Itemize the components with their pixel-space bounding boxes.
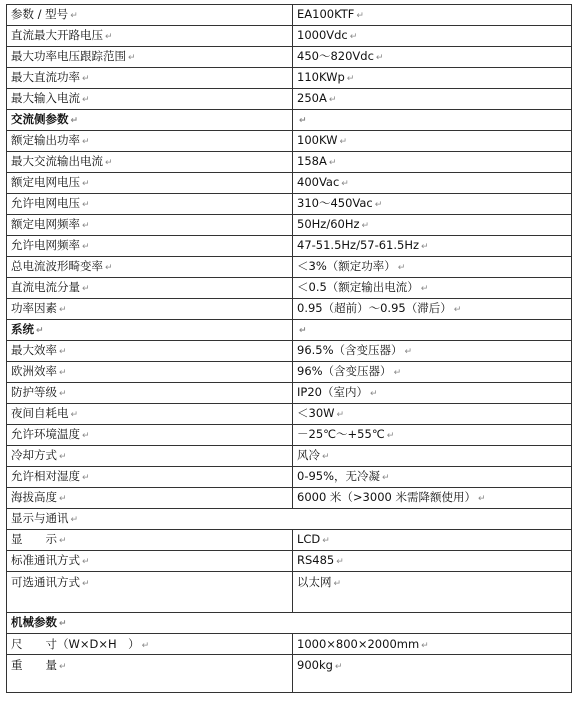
param-label: 系统	[11, 321, 34, 336]
param-label-cell	[7, 634, 293, 655]
param-value-cell	[293, 634, 572, 655]
param-label-cell	[7, 257, 293, 278]
param-label: 最大交流输出电流	[11, 153, 103, 168]
paragraph-mark-icon: ↵	[59, 618, 67, 629]
spec-row	[7, 509, 572, 530]
param-value-cell	[293, 341, 572, 362]
param-value: 96%（含变压器）	[297, 363, 392, 378]
param-label: 允许电网电压	[11, 195, 80, 210]
param-value: 0.95（超前）～0.95（滞后）	[297, 300, 452, 315]
param-value: 450～820Vdc	[297, 48, 374, 63]
spec-table	[6, 4, 572, 693]
paragraph-mark-icon: ↵	[105, 262, 113, 273]
param-label: 允许环境温度	[11, 426, 80, 441]
param-value: 1000×800×2000mm	[297, 637, 420, 651]
param-label: 夜间自耗电	[11, 405, 69, 420]
param-value-cell	[293, 5, 572, 26]
spec-row	[7, 299, 572, 320]
param-value-cell	[293, 446, 572, 467]
param-value: RS485	[297, 552, 335, 567]
paragraph-mark-icon: ↵	[375, 52, 384, 63]
param-label-cell	[7, 613, 572, 634]
paragraph-mark-icon: ↵	[333, 579, 342, 589]
param-value: 110KWp	[297, 69, 345, 84]
param-label-cell	[7, 467, 293, 488]
paragraph-mark-icon: ↵	[70, 409, 79, 420]
spec-row	[7, 530, 572, 551]
paragraph-mark-icon: ↵	[421, 641, 429, 651]
paragraph-mark-icon: ↵	[105, 157, 113, 168]
param-value: 158A	[297, 153, 327, 168]
param-value-cell	[293, 215, 572, 236]
param-label-cell	[7, 425, 293, 446]
paragraph-mark-icon: ↵	[59, 662, 67, 672]
param-label-cell	[7, 299, 293, 320]
param-label-cell	[7, 131, 293, 152]
param-value: 6000 米（>3000 米需降额使用）	[297, 489, 476, 504]
param-value-cell	[293, 572, 572, 613]
param-value-cell	[293, 194, 572, 215]
param-label: 最大直流功率	[11, 69, 80, 84]
param-label-cell	[7, 320, 293, 341]
param-label: 允许电网频率	[11, 237, 80, 252]
paragraph-mark-icon: ↵	[36, 325, 44, 336]
param-label-cell	[7, 89, 293, 110]
spec-row	[7, 488, 572, 509]
spec-row	[7, 215, 572, 236]
param-label: 额定输出功率	[11, 132, 80, 147]
paragraph-mark-icon: ↵	[59, 346, 67, 357]
spec-row	[7, 278, 572, 299]
paragraph-mark-icon: ↵	[105, 31, 113, 42]
param-value: 250A	[297, 90, 327, 105]
paragraph-mark-icon: ↵	[70, 10, 78, 21]
param-label-cell	[7, 446, 293, 467]
param-label: 最大输入电流	[11, 90, 80, 105]
param-value: LCD	[297, 531, 321, 546]
param-value-cell	[293, 173, 572, 194]
param-label-cell	[7, 278, 293, 299]
param-value: 900kg	[297, 658, 333, 672]
param-label: 海拔高度	[11, 489, 57, 504]
param-label: 机械参数	[11, 614, 57, 629]
param-label: 交流侧参数	[11, 111, 69, 126]
spec-row	[7, 404, 572, 425]
param-value: ＜3%（额定功率）	[297, 258, 396, 273]
paragraph-mark-icon: ↵	[82, 472, 90, 483]
paragraph-mark-icon: ↵	[299, 325, 307, 336]
paragraph-mark-icon: ↵	[349, 31, 358, 42]
param-value: EA100KTF	[297, 6, 355, 21]
paragraph-mark-icon: ↵	[322, 535, 330, 546]
param-value-cell	[293, 278, 572, 299]
param-label: 防护等级	[11, 384, 57, 399]
paragraph-mark-icon: ↵	[59, 304, 67, 315]
paragraph-mark-icon: ↵	[59, 493, 67, 504]
param-label-cell	[7, 362, 293, 383]
param-value: －25℃～+55℃	[297, 426, 385, 441]
spec-row	[7, 47, 572, 68]
paragraph-mark-icon: ↵	[322, 451, 330, 462]
param-label-cell	[7, 110, 293, 131]
spec-row	[7, 425, 572, 446]
spec-row	[7, 383, 572, 404]
spec-row	[7, 5, 572, 26]
param-value-cell	[293, 320, 572, 341]
param-label: 显 示	[11, 531, 57, 546]
param-label-cell	[7, 173, 293, 194]
param-label: 允许相对湿度	[11, 468, 80, 483]
param-value: 310～450Vac	[297, 195, 373, 210]
param-label-cell	[7, 68, 293, 89]
param-value-cell	[293, 530, 572, 551]
param-value: 100KW	[297, 132, 338, 147]
spec-row	[7, 26, 572, 47]
paragraph-mark-icon: ↵	[59, 535, 67, 546]
paragraph-mark-icon: ↵	[82, 430, 90, 441]
spec-row	[7, 194, 572, 215]
paragraph-mark-icon: ↵	[397, 262, 406, 273]
param-value: 96.5%（含变压器）	[297, 342, 403, 357]
spec-row	[7, 341, 572, 362]
param-label-cell	[7, 572, 293, 613]
param-label-cell	[7, 383, 293, 404]
spec-row	[7, 89, 572, 110]
spec-row	[7, 152, 572, 173]
param-value: 风冷	[297, 447, 320, 462]
param-label: 可选通讯方式	[11, 575, 80, 589]
paragraph-mark-icon: ↵	[382, 472, 390, 483]
param-label-cell	[7, 404, 293, 425]
paragraph-mark-icon: ↵	[59, 388, 67, 399]
paragraph-mark-icon: ↵	[328, 157, 337, 168]
param-label-cell	[7, 341, 293, 362]
paragraph-mark-icon: ↵	[82, 94, 90, 105]
paragraph-mark-icon: ↵	[82, 556, 90, 567]
param-label: 最大功率电压跟踪范围	[11, 48, 126, 63]
paragraph-mark-icon: ↵	[336, 409, 345, 420]
paragraph-mark-icon: ↵	[82, 178, 90, 189]
paragraph-mark-icon: ↵	[328, 94, 337, 105]
paragraph-mark-icon: ↵	[334, 662, 343, 672]
param-label: 额定电网频率	[11, 216, 80, 231]
param-label-cell	[7, 655, 293, 693]
paragraph-mark-icon: ↵	[369, 388, 378, 399]
paragraph-mark-icon: ↵	[70, 514, 79, 525]
paragraph-mark-icon: ↵	[341, 178, 349, 189]
param-value: 以太网	[297, 575, 332, 589]
param-value-cell	[293, 110, 572, 131]
param-label-cell	[7, 5, 293, 26]
paragraph-mark-icon: ↵	[361, 220, 370, 231]
param-value: 1000Vdc	[297, 27, 348, 42]
spec-row	[7, 257, 572, 278]
param-value-cell	[293, 152, 572, 173]
paragraph-mark-icon: ↵	[59, 367, 67, 378]
paragraph-mark-icon: ↵	[453, 304, 462, 315]
spec-row	[7, 613, 572, 634]
spec-row	[7, 634, 572, 655]
param-label: 直流最大开路电压	[11, 27, 103, 42]
paragraph-mark-icon: ↵	[393, 367, 402, 378]
spec-row	[7, 446, 572, 467]
param-label-cell	[7, 47, 293, 68]
param-label: 最大效率	[11, 342, 57, 357]
spec-row	[7, 655, 572, 693]
param-label: 显示与通讯	[11, 510, 69, 525]
paragraph-mark-icon: ↵	[128, 52, 136, 63]
param-value: 47-51.5Hz/57-61.5Hz	[297, 237, 420, 252]
param-label-cell	[7, 236, 293, 257]
param-value-cell	[293, 47, 572, 68]
param-value: 400Vac	[297, 174, 340, 189]
param-label: 直流电流分量	[11, 279, 80, 294]
paragraph-mark-icon: ↵	[141, 641, 150, 651]
param-value: 0-95%，无冷凝	[297, 468, 381, 483]
paragraph-mark-icon: ↵	[421, 241, 429, 252]
spec-row	[7, 110, 572, 131]
spec-row	[7, 320, 572, 341]
param-label: 重 量	[11, 658, 57, 672]
param-value-cell	[293, 236, 572, 257]
param-value-cell	[293, 68, 572, 89]
paragraph-mark-icon: ↵	[299, 115, 307, 126]
param-value: IP20（室内）	[297, 384, 368, 399]
paragraph-mark-icon: ↵	[420, 283, 429, 294]
paragraph-mark-icon: ↵	[477, 493, 486, 504]
param-value-cell	[293, 362, 572, 383]
param-label: 参数 / 型号	[11, 6, 69, 21]
paragraph-mark-icon: ↵	[404, 346, 413, 357]
param-value-cell	[293, 26, 572, 47]
spec-row	[7, 572, 572, 613]
param-label: 标准通讯方式	[11, 552, 80, 567]
param-value-cell	[293, 299, 572, 320]
param-label-cell	[7, 152, 293, 173]
paragraph-mark-icon: ↵	[82, 73, 90, 84]
paragraph-mark-icon: ↵	[386, 430, 395, 441]
param-label-cell	[7, 488, 293, 509]
paragraph-mark-icon: ↵	[339, 136, 347, 147]
param-value: ＜30W	[297, 405, 335, 420]
paragraph-mark-icon: ↵	[336, 556, 344, 567]
param-label: 欧洲效率	[11, 363, 57, 378]
param-label-cell	[7, 530, 293, 551]
param-value-cell	[293, 257, 572, 278]
param-label-cell	[7, 551, 293, 572]
param-value-cell	[293, 131, 572, 152]
param-label: 总电流波形畸变率	[11, 258, 103, 273]
param-label: 冷却方式	[11, 447, 57, 462]
param-value-cell	[293, 383, 572, 404]
paragraph-mark-icon: ↵	[59, 451, 67, 462]
param-label: 尺 寸（W×D×H ）	[11, 637, 140, 651]
paragraph-mark-icon: ↵	[70, 115, 79, 126]
param-label-cell	[7, 509, 572, 530]
param-label-cell	[7, 215, 293, 236]
spec-row	[7, 68, 572, 89]
param-value-cell	[293, 404, 572, 425]
param-value: ＜0.5（额定输出电流）	[297, 279, 419, 294]
spec-row	[7, 467, 572, 488]
paragraph-mark-icon: ↵	[82, 241, 90, 252]
param-label: 额定电网电压	[11, 174, 80, 189]
param-value-cell	[293, 488, 572, 509]
param-value-cell	[293, 655, 572, 693]
spec-row	[7, 236, 572, 257]
paragraph-mark-icon: ↵	[82, 136, 90, 147]
paragraph-mark-icon: ↵	[374, 199, 383, 210]
paragraph-mark-icon: ↵	[82, 283, 90, 294]
param-value-cell	[293, 425, 572, 446]
param-value-cell	[293, 89, 572, 110]
spec-table-body	[7, 5, 572, 693]
param-value-cell	[293, 467, 572, 488]
param-label: 功率因素	[11, 300, 57, 315]
param-value-cell	[293, 551, 572, 572]
paragraph-mark-icon: ↵	[82, 199, 90, 210]
param-value: 50Hz/60Hz	[297, 216, 360, 231]
paragraph-mark-icon: ↵	[346, 73, 355, 84]
spec-row	[7, 551, 572, 572]
spec-row	[7, 131, 572, 152]
param-label-cell	[7, 26, 293, 47]
spec-row	[7, 362, 572, 383]
paragraph-mark-icon: ↵	[356, 10, 364, 21]
paragraph-mark-icon: ↵	[82, 579, 90, 589]
spec-row	[7, 173, 572, 194]
param-label-cell	[7, 194, 293, 215]
paragraph-mark-icon: ↵	[82, 220, 90, 231]
